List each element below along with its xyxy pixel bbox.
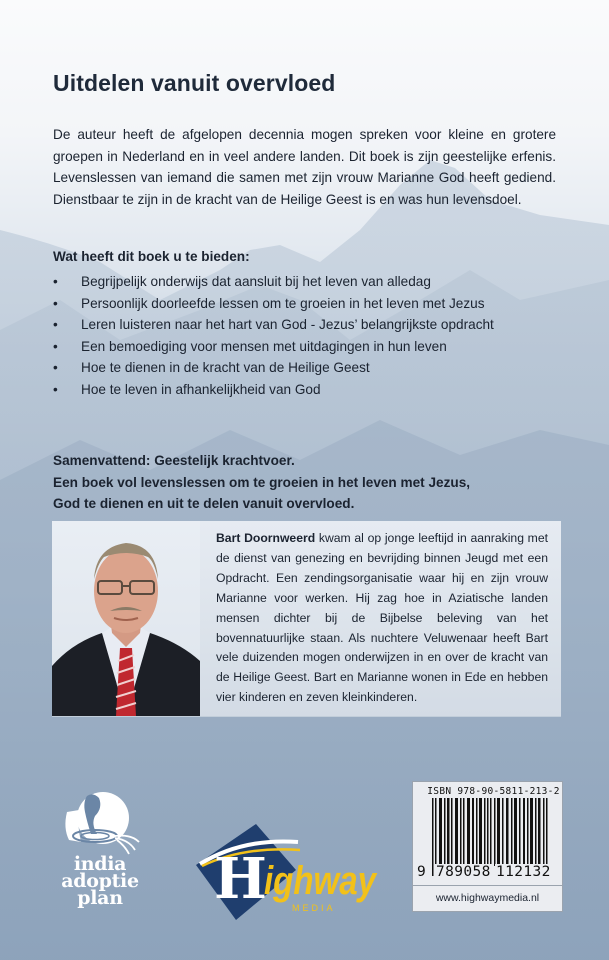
bullet-icon: •: [53, 274, 58, 289]
bullet-icon: •: [53, 381, 58, 397]
isbn-barcode-box: ISBN 978-90-5811-213-2 9 789058 112132 www.highwaymedia.nl: [412, 781, 563, 912]
india-adoptie-plan-wordmark: india adoptie plan: [61, 853, 139, 909]
intro-paragraph: De auteur heeft de afgelopen decennia mogen spreken voor kleine en grotere groepen in Nederland en in veel andere landen. Dit boek is zijn geestelijke erfenis. Levenslessen van iemand die samen met zijn vrouw Marianne God heeft gediend. Dienstbaar te zijn in de kracht van de Heilige Geest is en was hun levensdoel.: [53, 127, 556, 207]
cover-title: Uitdelen vanuit overvloed: [53, 70, 336, 96]
offer-item: [53, 293, 494, 315]
offer-item: [53, 336, 494, 358]
offer-item-text: Hoe te dienen in de kracht van de Heilige Geest: [81, 360, 370, 376]
isbn-label: ISBN 978-90-5811-213-2: [427, 786, 560, 797]
offer-item-text: Leren luisteren naar het hart van God - Jezus’ belangrijkste opdracht: [81, 317, 494, 333]
summary-line: Een boek vol levenslessen om te groeien in het leven met Jezus,: [53, 474, 471, 490]
water-carrier-icon: [55, 790, 145, 860]
author-bio-text: [216, 529, 548, 708]
bullet-icon: •: [53, 360, 58, 376]
offer-item: [53, 357, 494, 379]
offer-item: [53, 271, 494, 293]
summary-line: God te dienen en uit te delen vanuit overvloed.: [53, 496, 355, 512]
offer-list: [53, 271, 494, 401]
divider: [413, 885, 562, 886]
svg-text:ighway: ighway: [264, 859, 378, 903]
svg-text:H: H: [214, 846, 267, 912]
summary-block: [53, 450, 470, 515]
author-name: Bart Doornweerd: [216, 531, 316, 545]
author-bio-box: [52, 521, 561, 716]
offer-item: [53, 314, 494, 336]
india-adoptie-plan-logo: [55, 790, 145, 920]
svg-text:MEDIA: MEDIA: [292, 903, 336, 913]
offer-item-text: Een bemoediging voor mensen met uitdagingen in hun leven: [81, 338, 447, 354]
bullet-icon: •: [53, 317, 58, 333]
bullet-icon: •: [53, 338, 58, 354]
offer-item-text: Hoe te leven in afhankelijkheid van God: [81, 381, 321, 397]
highway-diamond-icon: [192, 820, 392, 920]
highway-media-logo: [192, 820, 392, 920]
offer-item-text: Persoonlijk doorleefde lessen om te groeien in het leven met Jezus: [81, 295, 485, 311]
author-bio: kwam al op jonge leeftijd in aanraking met de dienst van genezing en bevrijding binnen Jeugd met een Opdracht. Een zendingsorganisatie waar hij en zijn vrouw Marianne voor werken. Hij zag hoe in Aziatische landen mensen dichter bij de Bijbelse beleving van het bovennatuurlijke staan. Als nuchtere Veluwenaar heeft Bart vele duizenden mogen onderwijzen in en over de kracht van de Heilige Geest. Bart en Marianne wonen in Ede en hebben vier kinderen en zeven kleinkinderen.: [216, 531, 548, 705]
summary-line: Samenvattend: Geestelijk krachtvoer.: [53, 453, 295, 468]
bullet-icon: •: [53, 295, 58, 311]
author-photo: [52, 521, 200, 716]
publisher-website: www.highwaymedia.nl: [435, 892, 540, 904]
offer-item: [53, 379, 494, 401]
offer-heading: Wat heeft dit boek u te bieden:: [53, 249, 250, 264]
offer-item-text: Begrijpelijk onderwijs dat aansluit bij het leven van alledag: [81, 274, 431, 289]
